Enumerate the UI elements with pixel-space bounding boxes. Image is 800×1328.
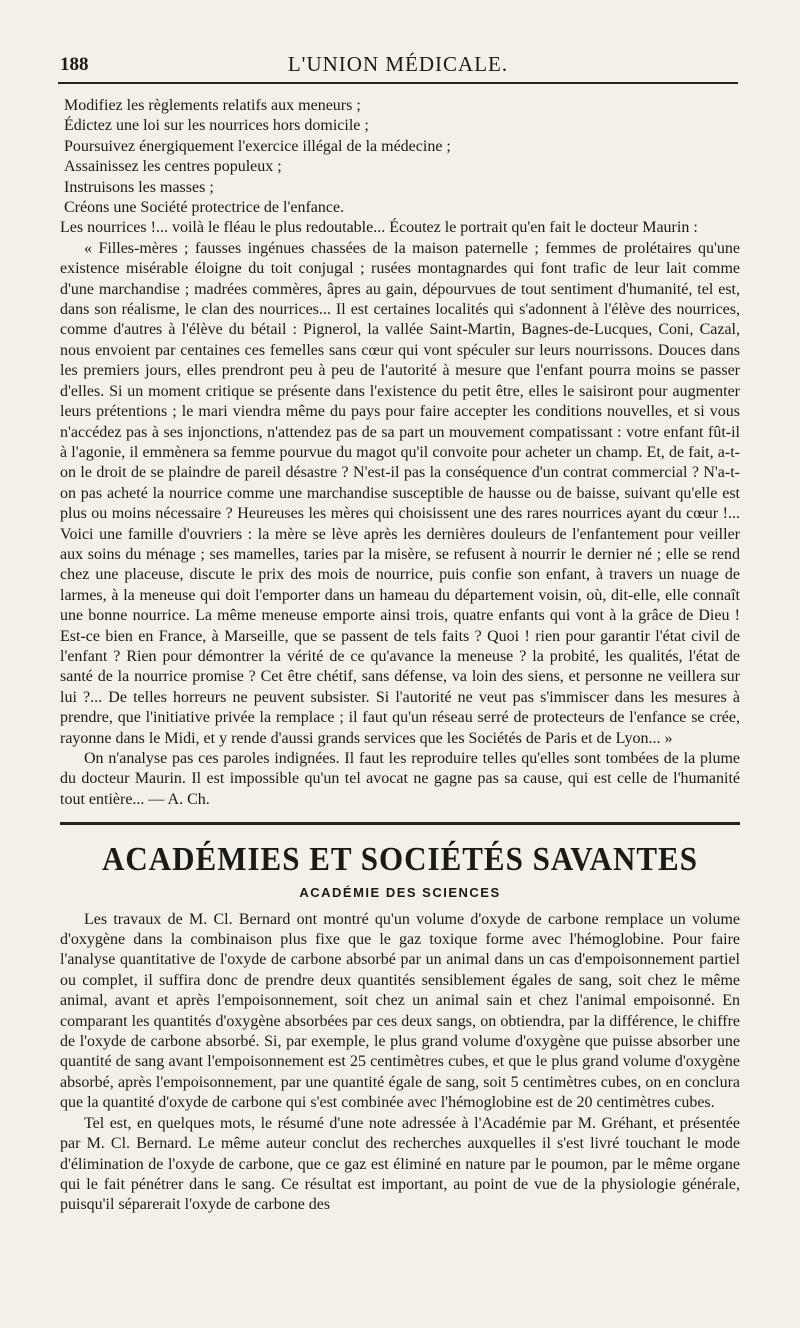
list-item: Instruisons les masses ; [64, 178, 214, 196]
list-item: Modifiez les règlements relatifs aux meneurs ; [64, 97, 361, 114]
section-title: ACADÉMIES ET SOCIÉTÉS SAVANTES [102, 839, 698, 878]
paragraph-bernard: Les travaux de M. Cl. Bernard ont montré qu'un volume d'oxyde de carbone remplace un volume d'oxygène dans la combinaison plus fixe que le gaz toxique forme avec l'hémoglobine. Pour faire l'analyse quantitative de l'oxyde de carbone absorbé par un animal dans un cas d'empoisonnement partiel ou complet, il suffira donc de prendre deux quantités sensiblement égales de sang, soit chez le même animal, avant et après l'empoisonnement, soit chez un animal sain et chez l'animal empoisonné. En comparant les quantités d'oxygène absorbées par ces deux sangs, on obtiendra, par la différence, le chiffre de l'oxyde de carbone absorbé. Si, par exemple, le plus grand volume d'oxygène que puisse absorber une quantité de sang avant l'empoisonnement est 25 centimètres cubes, et que le plus grand volume d'oxygène absorbé, après l'empoisonnement, par une quantité égale de sang, soit 5 centimètres cubes, on en conclura que la quantité d'oxyde de carbone qui s'est combinée avec l'hémoglobine est de 20 centimètres cubes. [60, 910, 740, 1112]
paragraph-conclusion: On n'analyse pas ces paroles indignées. Il faut les reproduire telles qu'elles sont tombées de la plume du docteur Maurin. Il est impossible qu'un tel avocat ne gagne pas sa cause, qui est celle de l'humanité tout entière... — A. Ch. [60, 750, 740, 808]
paragraph-nourrices-intro: Les nourrices !... voilà le fléau le plus redoutable... Écoutez le portrait qu'en fait le docteur Maurin : [60, 219, 698, 237]
page-body [60, 96, 740, 1216]
list-item: Créons une Société protectrice de l'enfance. [64, 199, 345, 217]
paragraph-maurin-quote: « Filles-mères ; fausses ingénues chassées de la maison paternelle ; femmes de prolétaires qu'une existence misérable éloigne du toit conjugal ; rusées montagnardes qui font trafic de leur lait comme d'une marchandise ; madrées commères, âpres au gain, dépourvues de tout sentiment d'humanité, tel est, dans son réalisme, le clan des nourrices... Il est certaines localités qui s'adonnent à l'élève des nourrices, comme d'autres à l'élève du bétail : Pignerol, la vallée Saint-Martin, Bagnes-de-Lucques, Coni, Cazal, nous envoient par centaines ces femelles sans cœur qui vont spéculer sur leurs nourrissons. Douces dans les premiers jours, elles prendront peu à peu de l'autorité à mesure que l'enfant pourra moins se passer d'elles. Si un moment critique se présente dans l'existence du petit être, elles le saisiront pour augmenter leurs prétentions ; le mari viendra même du pays pour faire accepter les conditions nouvelles, et si vous n'accédez pas à ses injonctions, n'attendez pas de sa part un mouvement compatissant : votre enfant fût-il à l'agonie, il emmènera sa femme pourvue du magot qu'il convoite pour acheter un champ. Et, de fait, a-t-on le droit de se plaindre de pareil désastre ? N'est-il pas la conséquence d'un contrat commercial ? N'a-t-on pas acheté la nourrice comme une marchandise susceptible de hausse ou de baisse, suivant qu'elle est plus ou moins nécessaire ? Heureuses les mères qui choisissent une des rares nourrices ayant du cœur !... Voici une famille d'ouvriers : la mère se lève après les dernières douleurs de l'enfantement pour veiller aux soins du ménage ; ses mamelles, taries par la misère, se refusent à nourrir le dernier né ; elle se rend chez une placeuse, discute le prix des mois de nourrice, puis confie son enfant, à travers un nuage de larmes, à la meneuse qui doit l'emporter dans un hameau du département voisin, où, dit-elle, elle connaît une bonne nourrice. La même meneuse emporte ainsi trois, quatre enfants qui vont à la grâce de Dieu ! Est-ce bien en France, à Marseille, que se passent de tels faits ? Quoi ! rien pour garantir l'état civil de l'enfant ? Rien pour démontrer la vérité de ce qu'avance la meneuse ? la probité, les qualités, l'état de santé de la nourrice promise ? Cet être chétif, sans défense, va loin des siens, et personne ne veillera sur lui ?... De telles horreurs ne peuvent subsister. Si l'autorité ne veut pas s'immiscer dans les mesures à prendre, que l'initiative privée la remplace ; il faut qu'un réseau serré de protecteurs de l'enfance se crée, rayonne dans le Midi, et y rende d'aussi grands services que les Sociétés de Paris et de Lyon... » [60, 239, 740, 747]
list-item: Assainissez les centres populeux ; [64, 158, 282, 176]
page-number: 188 [60, 54, 89, 75]
running-title: L'UNION MÉDICALE. [287, 52, 509, 76]
recommendation-list [60, 96, 740, 218]
paragraph-grehant: Tel est, en quelques mots, le résumé d'une note adressée à l'Académie par M. Gréhant, et présentée par M. Cl. Bernard. Le même auteur conclut des recherches auxquelles il s'est livré touchant le mode d'élimination de l'oxyde de carbone, que ce gaz est éliminé en nature par le poumon, par le même organe qui le fait pénétrer dans le sang. Ce résultat est important, au point de vue de la physiologie générale, puisqu'il séparerait l'oxyde de carbone des [60, 1114, 740, 1214]
list-item: Poursuivez énergiquement l'exercice illégal de la médecine ; [64, 137, 451, 155]
list-item: Édictez une loi sur les nourrices hors domicile ; [64, 117, 369, 135]
page-header [58, 46, 738, 84]
subsection-title: ACADÉMIE DES SCIENCES [299, 885, 501, 901]
section-divider [60, 822, 740, 825]
